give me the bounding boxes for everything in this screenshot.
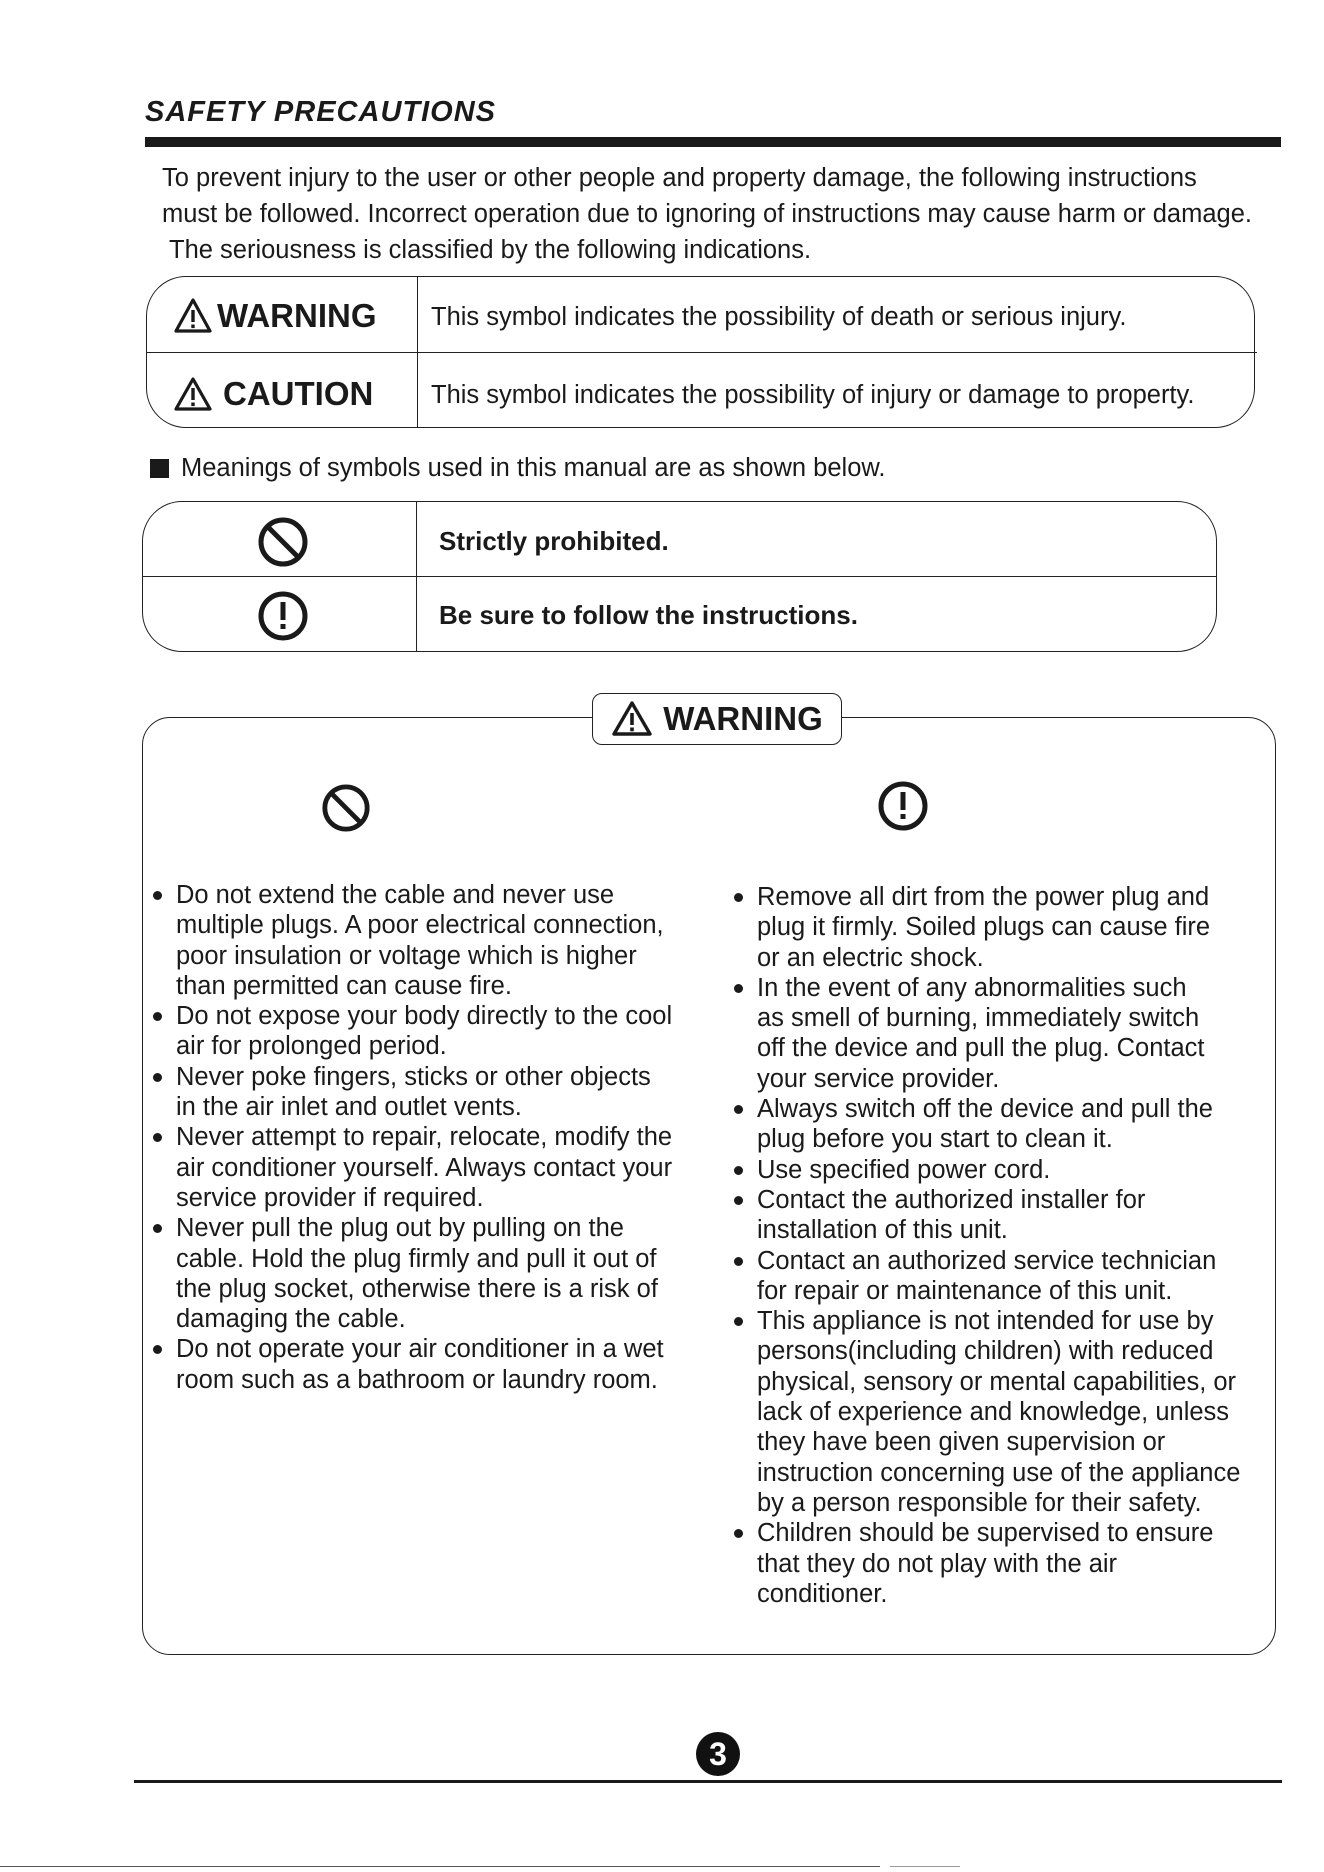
list-item-line: room such as a bathroom or laundry room. [176,1365,658,1394]
list-item-line: your service provider. [757,1064,1000,1093]
table-divider [147,352,1257,353]
list-item-line: multiple plugs. A poor electrical connection, [176,911,664,940]
list-item-line: Do not operate your air conditioner in a wet [176,1335,664,1364]
warning-badge: WARNING [592,693,842,745]
list-item-line: conditioner. [757,1579,888,1608]
list-item [731,1185,1276,1246]
list-item-line: Use specified power cord. [757,1155,1051,1184]
list-item-line: lack of experience and knowledge, unless [757,1398,1230,1427]
exclamation-icon [877,780,929,832]
list-item-line: installation of this unit. [757,1216,1008,1245]
list-item-line: Never attempt to repair, relocate, modify the [176,1123,673,1152]
footer-rule [134,1780,1282,1783]
list-item [150,1062,710,1123]
page-title: SAFETY PRECAUTIONS [145,96,497,128]
prohibited-icon [321,783,371,833]
list-item [731,882,1276,973]
list-item [731,1306,1276,1518]
title-rule [145,137,1281,147]
table-divider [143,576,1216,577]
list-item [150,1213,710,1334]
list-item [150,1334,710,1395]
meanings-intro: Meanings of symbols used in this manual are as shown below. [150,454,885,483]
intro-line: To prevent injury to the user or other people and property damage, the following instructions [162,164,1197,192]
list-item-line: that they do not play with the air [757,1549,1118,1578]
list-item-line: Contact an authorized service technician [757,1246,1217,1275]
list-item [150,1001,710,1062]
list-item-line: Do not extend the cable and never use [176,881,615,909]
symbols-table [142,501,1217,652]
list-item-line: as smell of burning, immediately switch [757,1004,1200,1033]
intro-line: must be followed. Incorrect operation due to ignoring of instructions may cause harm or damage. [162,200,1252,228]
list-item-line: Always switch off the device and pull the [757,1095,1213,1124]
table-divider [417,277,418,427]
caution-label: CAUTION [173,371,373,417]
list-item-line: for repair or maintenance of this unit. [757,1276,1173,1305]
list-item-line: than permitted can cause fire. [176,971,512,1000]
severity-table [146,276,1255,428]
list-item-line: they have been given supervision or [757,1428,1166,1457]
list-item-line: Remove all dirt from the power plug and [757,883,1210,911]
page-number: 3 [696,1732,740,1776]
list-item-line: This appliance is not intended for use by [757,1307,1214,1336]
square-bullet-icon [150,459,169,478]
list-item-line: Never pull the plug out by pulling on the [176,1214,624,1243]
prohibited-description: Strictly prohibited. [439,526,669,556]
list-item [731,1094,1276,1155]
list-item-line: cable. Hold the plug firmly and pull it out of [176,1244,657,1273]
list-item-line: by a person responsible for their safety. [757,1488,1202,1517]
warning-description: This symbol indicates the possibility of death or serious injury. [431,303,1127,331]
list-item-line: off the device and pull the plug. Contact [757,1034,1205,1063]
list-item-line: Never poke fingers, sticks or other objects [176,1062,651,1091]
warning-triangle-icon [173,297,213,335]
caution-description: This symbol indicates the possibility of injury or damage to property. [431,381,1195,409]
intro-paragraph [162,160,1292,268]
list-item-line: Contact the authorized installer for [757,1185,1146,1214]
warning-triangle-icon [173,376,213,412]
list-item-line: persons(including children) with reduced [757,1337,1214,1366]
list-item-line: plug before you start to clean it. [757,1125,1113,1154]
exclamation-icon [257,590,309,642]
list-item-line: poor insulation or voltage which is higher [176,941,637,970]
list-item-line: physical, sensory or mental capabilities, or [757,1367,1237,1396]
warning-triangle-icon [611,700,653,738]
list-item-line: the plug socket, otherwise there is a risk of [176,1274,658,1303]
scan-edge-line [0,1866,880,1867]
table-divider [416,502,417,651]
follow-description: Be sure to follow the instructions. [439,600,858,630]
list-item [731,1155,1276,1185]
list-item-line: plug it firmly. Soiled plugs can cause fire [757,913,1211,942]
prohibited-icon [257,516,309,568]
list-item-line: Do not expose your body directly to the cool [176,1002,673,1031]
list-item-line: Children should be supervised to ensure [757,1519,1214,1548]
list-item [150,1122,710,1213]
list-item [150,880,710,1001]
list-item-line: instruction concerning use of the appliance [757,1458,1241,1487]
list-item-line: In the event of any abnormalities such [757,973,1187,1002]
list-item [731,1246,1276,1307]
list-item-line: damaging the cable. [176,1305,406,1334]
list-item-line: air conditioner yourself. Always contact your [176,1153,673,1182]
intro-line: The seriousness is classified by the following indications. [169,236,812,264]
scan-edge-line [890,1866,960,1867]
list-item-line: in the air inlet and outlet vents. [176,1093,522,1122]
prohibited-list [150,880,710,1395]
list-item [731,1518,1276,1609]
list-item-line: or an electric shock. [757,943,984,972]
instructions-list [731,882,1276,1609]
list-item-line: service provider if required. [176,1183,484,1212]
warning-label: WARNING [173,291,377,341]
list-item-line: air for prolonged period. [176,1032,447,1061]
list-item [731,973,1276,1094]
